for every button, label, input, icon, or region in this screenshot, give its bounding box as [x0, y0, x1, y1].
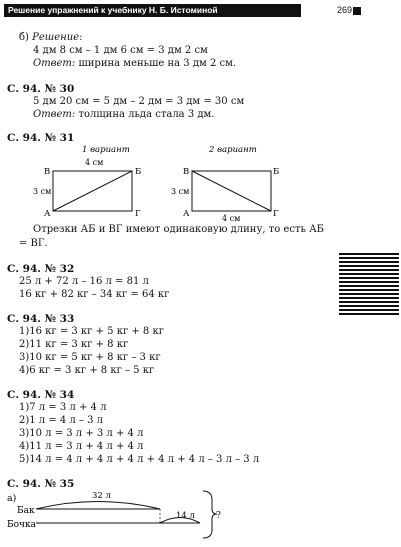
segment-AB — [53, 171, 132, 211]
question-mark: ? — [216, 511, 221, 521]
part-a-label: а) — [7, 493, 17, 504]
fig1-side-length: 3 см — [33, 187, 52, 196]
exercise-32-line-2: 16 кг + 82 кг – 34 кг = 64 кг — [19, 289, 170, 300]
fig2-vertex-A: А — [183, 209, 190, 219]
bak-label: Бак — [17, 506, 35, 516]
difference-label: 14 л — [176, 511, 195, 521]
exercise-33-heading: С. 94. № 33 — [7, 313, 75, 325]
exercise-34-line-4: 4)11 л = 3 л + 4 л + 4 л — [19, 441, 144, 452]
exercise-31-text-1: Отрезки АБ и ВГ имеют одинаковую длину, то есть АБ — [33, 224, 325, 235]
exercise-35-heading: С. 94. № 35 — [7, 478, 75, 490]
variant-1-label: 1 вариант — [82, 145, 130, 155]
solution-line: 4 дм 8 см – 1 дм 6 см = 3 дм 2 см — [33, 45, 208, 56]
fig2-side-length: 3 см — [171, 187, 190, 196]
exercise-30-line: 5 дм 20 см = 5 дм – 2 дм = 3 дм = 30 см — [33, 96, 245, 107]
fig2-vertex-G: Г — [273, 209, 279, 219]
fig2-vertex-V: В — [183, 167, 190, 177]
exercise-34-line-1: 1)7 л = 3 л + 4 л — [19, 402, 107, 413]
exercise-34-line-5: 5)14 л = 4 л + 4 л + 4 л + 4 л + 4 л – 3 л – 3 л — [19, 454, 260, 465]
bochka-label: Бочка — [7, 520, 36, 530]
answer-line: Ответ: ширина меньше на 3 дм 2 см. — [33, 58, 237, 69]
solution-label: б) Решение: — [19, 32, 83, 43]
exercise-33-line-3: 3)10 кг = 5 кг + 8 кг – 3 кг — [19, 352, 161, 363]
exercise-31-text-2: = ВГ. — [19, 238, 48, 249]
fig1-vertex-B: Б — [135, 167, 142, 177]
fig2-bottom-length: 4 см — [222, 214, 241, 223]
fig1-vertex-V: В — [44, 167, 51, 177]
bak-brace — [36, 502, 160, 510]
exercise-33-line-1: 1)16 кг = 3 кг + 5 кг + 8 кг — [19, 326, 164, 337]
exercise-31-heading: С. 94. № 31 — [7, 132, 75, 144]
variant-2-label: 2 вариант — [209, 145, 257, 155]
decorative-stripes — [339, 253, 399, 317]
fig2-vertex-B: Б — [273, 167, 280, 177]
exercise-33-line-2: 2)11 кг = 3 кг + 8 кг — [19, 339, 129, 350]
segment-VG — [192, 171, 271, 211]
running-title: Решение упражнений к учебнику Н. Б. Истоминой — [4, 4, 301, 17]
fig1-top-length: 4 см — [85, 158, 104, 167]
right-curly-brace — [203, 491, 217, 538]
exercise-32-line-1: 25 л + 72 л – 16 л = 81 л — [19, 276, 149, 287]
exercise-34-line-2: 2)1 л = 4 л – 3 л — [19, 415, 104, 426]
fig1-vertex-G: Г — [135, 209, 141, 219]
exercise-32-heading: С. 94. № 32 — [7, 263, 75, 275]
fig1-vertex-A: А — [44, 209, 51, 219]
exercise-30-heading: С. 94. № 30 — [7, 83, 75, 95]
exercise-34-heading: С. 94. № 34 — [7, 389, 75, 401]
exercise-30-answer: Ответ: толщина льда стала 3 дм. — [33, 109, 215, 120]
bak-length-label: 32 л — [92, 491, 111, 501]
page-number: 269 — [337, 5, 353, 15]
exercise-34-line-3: 3)10 л = 3 л + 3 л + 4 л — [19, 428, 144, 439]
exercise-33-line-4: 4)6 кг = 3 кг + 8 кг – 5 кг — [19, 365, 155, 376]
